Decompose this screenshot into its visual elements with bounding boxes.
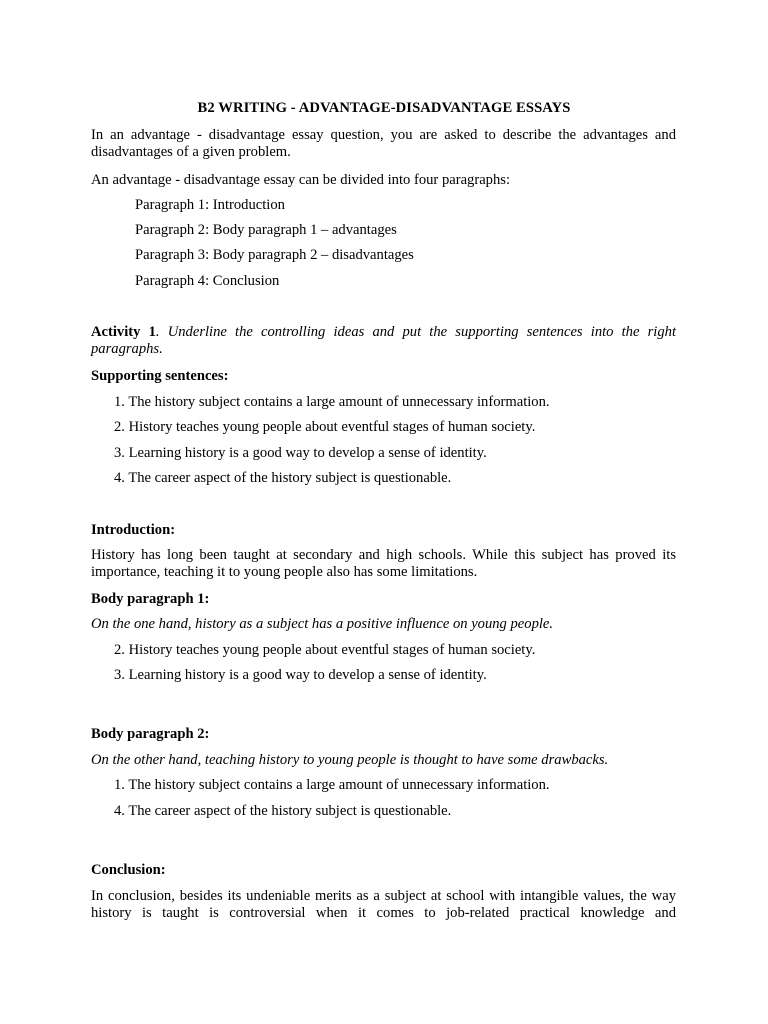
- body2-controlling-idea: On the other hand, teaching history to young people is thought to have some drawbacks.: [91, 752, 609, 768]
- conclusion-line-2: history is taught is controversial when it comes to job-related practical knowledge and: [91, 905, 676, 921]
- structure-item-2: Paragraph 2: Body paragraph 1 – advantages: [135, 222, 397, 238]
- structure-item-3: Paragraph 3: Body paragraph 2 – disadvantages: [135, 247, 414, 263]
- body1-controlling-idea: On the one hand, history as a subject has a positive influence on young people.: [91, 616, 554, 632]
- conclusion-line-1: In conclusion, besides its undeniable merits as a subject at school with intangible values, the way: [91, 888, 676, 904]
- supporting-heading: Supporting sentences:: [91, 368, 229, 384]
- body1-heading: Body paragraph 1:: [91, 591, 210, 607]
- supporting-item-3: 3. Learning history is a good way to develop a sense of identity.: [114, 445, 487, 461]
- supporting-item-2: 2. History teaches young people about eventful stages of human society.: [114, 419, 536, 435]
- introduction-text: History has long been taught at secondary and high schools. While this subject has proved its importance, teaching it to young people also has some limitations.: [91, 547, 676, 580]
- activity-instruction: [91, 324, 676, 358]
- structure-item-4: Paragraph 4: Conclusion: [135, 273, 280, 289]
- body2-heading: Body paragraph 2:: [91, 726, 210, 742]
- supporting-item-4: 4. The career aspect of the history subject is questionable.: [114, 470, 452, 486]
- intro-paragraph: In an advantage - disadvantage essay question, you are asked to describe the advantages and disadvantages of a given problem.: [91, 127, 676, 160]
- activity-text: . Underline the controlling ideas and put the supporting sentences into the right paragraphs.: [91, 324, 676, 357]
- page-title: B2 WRITING - ADVANTAGE-DISADVANTAGE ESSAYS: [197, 100, 571, 116]
- supporting-item-1: 1. The history subject contains a large amount of unnecessary information.: [114, 394, 550, 410]
- body2-item-1: 1. The history subject contains a large amount of unnecessary information.: [114, 777, 550, 793]
- conclusion-heading: Conclusion:: [91, 862, 166, 878]
- body1-item-1: 2. History teaches young people about eventful stages of human society.: [114, 642, 536, 658]
- introduction-heading: Introduction:: [91, 522, 176, 538]
- body2-item-2: 4. The career aspect of the history subject is questionable.: [114, 803, 452, 819]
- structure-intro: An advantage - disadvantage essay can be divided into four paragraphs:: [91, 172, 511, 188]
- activity-label: Activity 1: [91, 324, 156, 340]
- body1-item-2: 3. Learning history is a good way to develop a sense of identity.: [114, 667, 487, 683]
- structure-item-1: Paragraph 1: Introduction: [135, 197, 285, 213]
